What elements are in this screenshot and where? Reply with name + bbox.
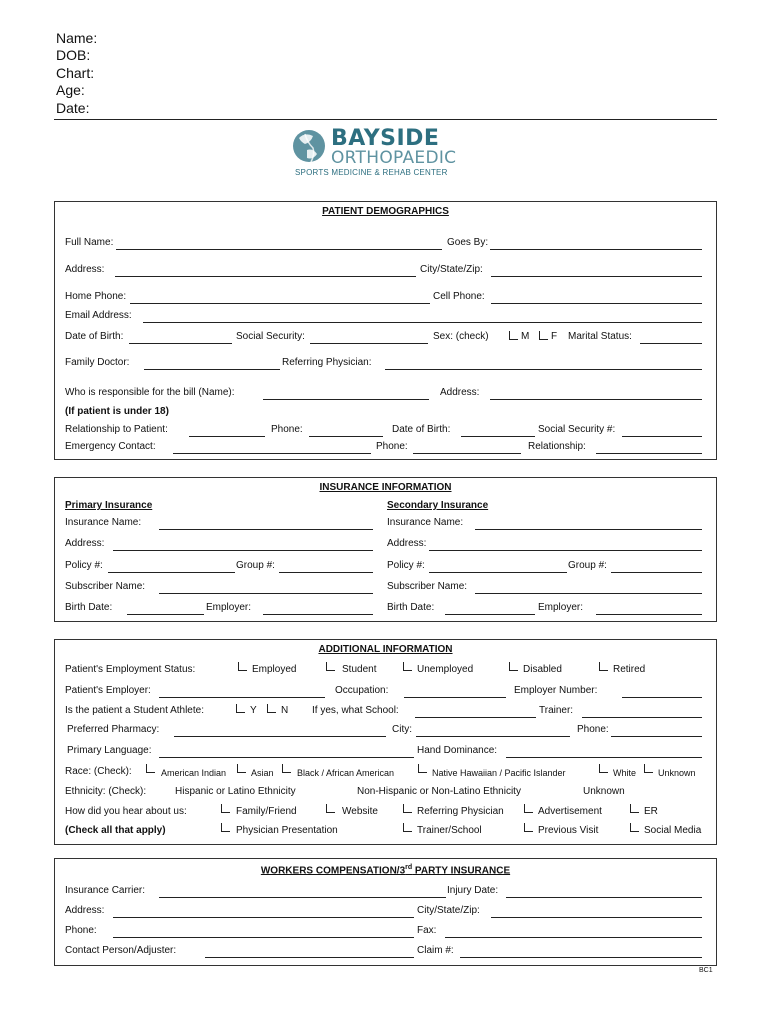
label-employed: Employed bbox=[252, 664, 297, 675]
label-referring: Referring Physician: bbox=[282, 357, 372, 368]
label-race: Race: (Check): bbox=[65, 766, 132, 777]
primary-birth-field[interactable] bbox=[127, 614, 204, 615]
label-full-name: Full Name: bbox=[65, 237, 114, 248]
label-city: City: bbox=[392, 724, 412, 735]
claim-field[interactable] bbox=[460, 957, 702, 958]
label-secondary-ins-name: Insurance Name: bbox=[387, 517, 464, 528]
advertisement-checkbox[interactable] bbox=[524, 804, 533, 813]
label-patient-employer: Patient's Employer: bbox=[65, 685, 151, 696]
sex-m-checkbox[interactable] bbox=[509, 331, 518, 340]
label-disabled: Disabled bbox=[523, 664, 562, 675]
label-emergency: Emergency Contact: bbox=[65, 441, 156, 452]
language-field[interactable] bbox=[159, 757, 414, 758]
asian-checkbox[interactable] bbox=[237, 764, 246, 773]
school-field[interactable] bbox=[415, 717, 536, 718]
logo-tagline: SPORTS MEDICINE & REHAB CENTER bbox=[295, 168, 448, 177]
label-goes-by: Goes By: bbox=[447, 237, 489, 248]
label-ssn-2: Social Security #: bbox=[538, 424, 616, 435]
label-sex: Sex: (check) bbox=[433, 331, 489, 342]
patient-demographics-section bbox=[54, 201, 717, 460]
label-pharmacy: Preferred Pharmacy: bbox=[67, 724, 160, 735]
label-secondary: Secondary Insurance bbox=[387, 500, 489, 511]
section-title: INSURANCE INFORMATION bbox=[319, 482, 452, 493]
label-f: F bbox=[551, 331, 558, 342]
non-hispanic-option[interactable]: Non-Hispanic or Non-Latino Ethnicity bbox=[357, 786, 521, 797]
label-language: Primary Language: bbox=[67, 745, 152, 756]
retired-checkbox[interactable] bbox=[599, 662, 608, 671]
label-responsible: Who is responsible for the bill (Name): bbox=[65, 387, 235, 398]
dob-field[interactable] bbox=[129, 343, 232, 344]
responsible-address-field[interactable] bbox=[490, 399, 702, 400]
label-injury-date: Injury Date: bbox=[447, 885, 499, 896]
label-employer-number: Employer Number: bbox=[514, 685, 598, 696]
pharmacy-field[interactable] bbox=[174, 736, 386, 737]
label-occupation: Occupation: bbox=[335, 685, 389, 696]
label-resp-address: Address: bbox=[440, 387, 480, 398]
label-previous-visit: Previous Visit bbox=[538, 825, 599, 836]
previous-visit-checkbox[interactable] bbox=[524, 823, 533, 832]
label-claim: Claim #: bbox=[417, 945, 454, 956]
physician-presentation-checkbox[interactable] bbox=[221, 823, 230, 832]
label-secondary-employer: Employer: bbox=[538, 602, 584, 613]
fax-field[interactable] bbox=[445, 937, 702, 938]
label-primary: Primary Insurance bbox=[65, 500, 153, 511]
label-relationship: Relationship to Patient: bbox=[65, 424, 168, 435]
primary-group-field[interactable] bbox=[279, 572, 373, 573]
athlete-no-checkbox[interactable] bbox=[267, 704, 276, 713]
relationship-field[interactable] bbox=[189, 436, 265, 437]
workers-comp-section bbox=[54, 858, 717, 966]
label-school: If yes, what School: bbox=[312, 705, 399, 716]
label-carrier: Insurance Carrier: bbox=[65, 885, 146, 896]
er-checkbox[interactable] bbox=[630, 804, 639, 813]
header-chart: Chart: bbox=[56, 65, 95, 81]
label-city-state-zip: City/State/Zip: bbox=[420, 264, 483, 275]
label-hand: Hand Dominance: bbox=[417, 745, 498, 756]
marital-status-field[interactable] bbox=[640, 343, 702, 344]
employer-number-field[interactable] bbox=[622, 697, 702, 698]
label-asian: Asian bbox=[251, 768, 274, 778]
label-primary-ins-name: Insurance Name: bbox=[65, 517, 142, 528]
label-unknown: Unknown bbox=[658, 768, 696, 778]
trainer-field[interactable] bbox=[582, 717, 702, 718]
primary-subscriber-field[interactable] bbox=[159, 593, 373, 594]
social-media-checkbox[interactable] bbox=[630, 823, 639, 832]
label-white: White bbox=[613, 768, 637, 778]
label-dob: Date of Birth: bbox=[65, 331, 124, 342]
sex-f-checkbox[interactable] bbox=[539, 331, 548, 340]
logo-orthopaedic: ORTHOPAEDIC bbox=[331, 148, 457, 168]
white-checkbox[interactable] bbox=[599, 764, 608, 773]
label-phone-2: Phone: bbox=[376, 441, 408, 452]
wc-address-field[interactable] bbox=[113, 917, 414, 918]
label-wc-address: Address: bbox=[65, 905, 105, 916]
section-title: ADDITIONAL INFORMATION bbox=[318, 644, 453, 655]
pharmacy-city-field[interactable] bbox=[416, 736, 570, 737]
secondary-address-field[interactable] bbox=[429, 550, 702, 551]
label-ethnicity: Ethnicity: (Check): bbox=[65, 786, 147, 797]
athlete-yes-checkbox[interactable] bbox=[236, 704, 245, 713]
label-under-18: (If patient is under 18) bbox=[65, 406, 169, 417]
full-name-field[interactable] bbox=[116, 249, 442, 250]
disabled-checkbox[interactable] bbox=[509, 662, 518, 671]
guardian-ssn-field[interactable] bbox=[622, 436, 702, 437]
home-phone-field[interactable] bbox=[130, 303, 430, 304]
black-checkbox[interactable] bbox=[282, 764, 291, 773]
label-retired: Retired bbox=[613, 664, 646, 675]
american-indian-checkbox[interactable] bbox=[146, 764, 155, 773]
label-home-phone: Home Phone: bbox=[65, 291, 127, 302]
label-m: M bbox=[521, 331, 530, 342]
label-ssn: Social Security: bbox=[236, 331, 305, 342]
hispanic-option[interactable]: Hispanic or Latino Ethnicity bbox=[175, 786, 296, 797]
label-fax: Fax: bbox=[417, 925, 437, 936]
secondary-birth-field[interactable] bbox=[445, 614, 535, 615]
family-doctor-field[interactable] bbox=[144, 369, 280, 370]
occupation-field[interactable] bbox=[404, 697, 506, 698]
cell-phone-field[interactable] bbox=[491, 303, 702, 304]
family-friend-checkbox[interactable] bbox=[221, 804, 230, 813]
unemployed-checkbox[interactable] bbox=[403, 662, 412, 671]
label-secondary-group: Group #: bbox=[568, 560, 607, 571]
label-secondary-policy: Policy #: bbox=[387, 560, 425, 571]
label-address: Address: bbox=[65, 264, 105, 275]
label-email: Email Address: bbox=[65, 310, 132, 321]
label-referring-physician: Referring Physician bbox=[417, 806, 504, 817]
emergency-contact-field[interactable] bbox=[173, 453, 371, 454]
wc-phone-field[interactable] bbox=[113, 937, 414, 938]
patient-employer-field[interactable] bbox=[159, 697, 325, 698]
label-student-athlete: Is the patient a Student Athlete: bbox=[65, 705, 204, 716]
label-check-all: (Check all that apply) bbox=[65, 825, 166, 836]
secondary-subscriber-field[interactable] bbox=[475, 593, 702, 594]
primary-policy-field[interactable] bbox=[108, 572, 235, 573]
referring-physician-checkbox[interactable] bbox=[403, 804, 412, 813]
header-age: Age: bbox=[56, 82, 85, 98]
label-marital: Marital Status: bbox=[568, 331, 632, 342]
secondary-policy-field[interactable] bbox=[429, 572, 567, 573]
header-date: Date: bbox=[56, 100, 90, 116]
insurance-section bbox=[54, 477, 717, 622]
pharmacy-phone-field[interactable] bbox=[611, 736, 702, 737]
secondary-employer-field[interactable] bbox=[596, 614, 702, 615]
employed-checkbox[interactable] bbox=[238, 662, 247, 671]
label-black: Black / African American bbox=[297, 768, 395, 778]
trainer-school-checkbox[interactable] bbox=[403, 823, 412, 832]
bayside-logo bbox=[291, 124, 491, 182]
carrier-field[interactable] bbox=[159, 897, 446, 898]
hand-dominance-field[interactable] bbox=[506, 757, 702, 758]
label-primary-employer: Employer: bbox=[206, 602, 252, 613]
additional-info-section bbox=[54, 639, 717, 845]
label-phone: Phone: bbox=[271, 424, 303, 435]
address-field[interactable] bbox=[115, 276, 416, 277]
label-primary-group: Group #: bbox=[236, 560, 275, 571]
label-physician-presentation: Physician Presentation bbox=[236, 825, 338, 836]
label-primary-address: Address: bbox=[65, 538, 105, 549]
label-student: Student bbox=[342, 664, 377, 675]
form-code: BC1 bbox=[699, 967, 713, 974]
ethnicity-unknown-option[interactable]: Unknown bbox=[583, 786, 625, 797]
label-pharmacy-phone: Phone: bbox=[577, 724, 609, 735]
header-dob: DOB: bbox=[56, 47, 91, 63]
label-y: Y bbox=[250, 705, 257, 716]
label-secondary-birth: Birth Date: bbox=[387, 602, 435, 613]
secondary-group-field[interactable] bbox=[611, 572, 702, 573]
phone-field[interactable] bbox=[309, 436, 383, 437]
label-n: N bbox=[281, 705, 289, 716]
label-primary-policy: Policy #: bbox=[65, 560, 103, 571]
section-title-main: WORKERS COMPENSATION/3 bbox=[260, 865, 406, 877]
label-contact: Contact Person/Adjuster: bbox=[65, 945, 177, 956]
section-title: PATIENT DEMOGRAPHICS bbox=[322, 206, 449, 217]
unknown-race-checkbox[interactable] bbox=[644, 764, 653, 773]
label-wc-city: City/State/Zip: bbox=[417, 905, 480, 916]
ssn-field[interactable] bbox=[310, 343, 428, 344]
hawaiian-checkbox[interactable] bbox=[418, 764, 427, 773]
section-title-end: PARTY INSURANCE bbox=[412, 865, 511, 877]
contact-field[interactable] bbox=[205, 957, 414, 958]
section-title-sup: rd bbox=[405, 864, 413, 871]
label-trainer: Trainer: bbox=[539, 705, 574, 716]
primary-address-field[interactable] bbox=[113, 550, 373, 551]
primary-employer-field[interactable] bbox=[263, 614, 373, 615]
label-trainer-school: Trainer/School bbox=[417, 825, 482, 836]
secondary-ins-name-field[interactable] bbox=[475, 529, 702, 530]
label-unemployed: Unemployed bbox=[417, 664, 474, 675]
student-checkbox[interactable] bbox=[326, 662, 335, 671]
label-family-doctor: Family Doctor: bbox=[65, 357, 130, 368]
referring-physician-field[interactable] bbox=[385, 369, 702, 370]
injury-date-field[interactable] bbox=[506, 897, 702, 898]
label-social-media: Social Media bbox=[644, 825, 702, 836]
label-relationship-2: Relationship: bbox=[528, 441, 586, 452]
label-secondary-subscriber: Subscriber Name: bbox=[387, 581, 468, 592]
label-er: ER bbox=[644, 806, 658, 817]
label-family-friend: Family/Friend bbox=[236, 806, 297, 817]
header-rule bbox=[54, 119, 717, 120]
label-primary-subscriber: Subscriber Name: bbox=[65, 581, 146, 592]
label-dob-2: Date of Birth: bbox=[392, 424, 451, 435]
label-primary-birth: Birth Date: bbox=[65, 602, 113, 613]
label-website: Website bbox=[342, 806, 378, 817]
label-american-indian: American Indian bbox=[161, 768, 227, 778]
website-checkbox[interactable] bbox=[326, 804, 335, 813]
emergency-relationship-field[interactable] bbox=[596, 453, 702, 454]
label-cell-phone: Cell Phone: bbox=[433, 291, 485, 302]
city-state-zip-field[interactable] bbox=[491, 276, 702, 277]
wc-city-field[interactable] bbox=[491, 917, 702, 918]
primary-ins-name-field[interactable] bbox=[159, 529, 373, 530]
label-secondary-address: Address: bbox=[387, 538, 427, 549]
header-name: Name: bbox=[56, 30, 98, 46]
responsible-name-field[interactable] bbox=[263, 399, 429, 400]
email-field[interactable] bbox=[143, 322, 702, 323]
label-employment-status: Patient's Employment Status: bbox=[65, 664, 196, 675]
label-advertisement: Advertisement bbox=[538, 806, 602, 817]
label-hawaiian: Native Hawaiian / Pacific Islander bbox=[432, 768, 566, 778]
emergency-phone-field[interactable] bbox=[413, 453, 521, 454]
guardian-dob-field[interactable] bbox=[461, 436, 535, 437]
section-title bbox=[55, 864, 716, 876]
label-hear-about: How did you hear about us: bbox=[65, 806, 187, 817]
goes-by-field[interactable] bbox=[490, 249, 702, 250]
label-wc-phone: Phone: bbox=[65, 925, 97, 936]
logo-bayside: BAYSIDE bbox=[331, 126, 440, 151]
